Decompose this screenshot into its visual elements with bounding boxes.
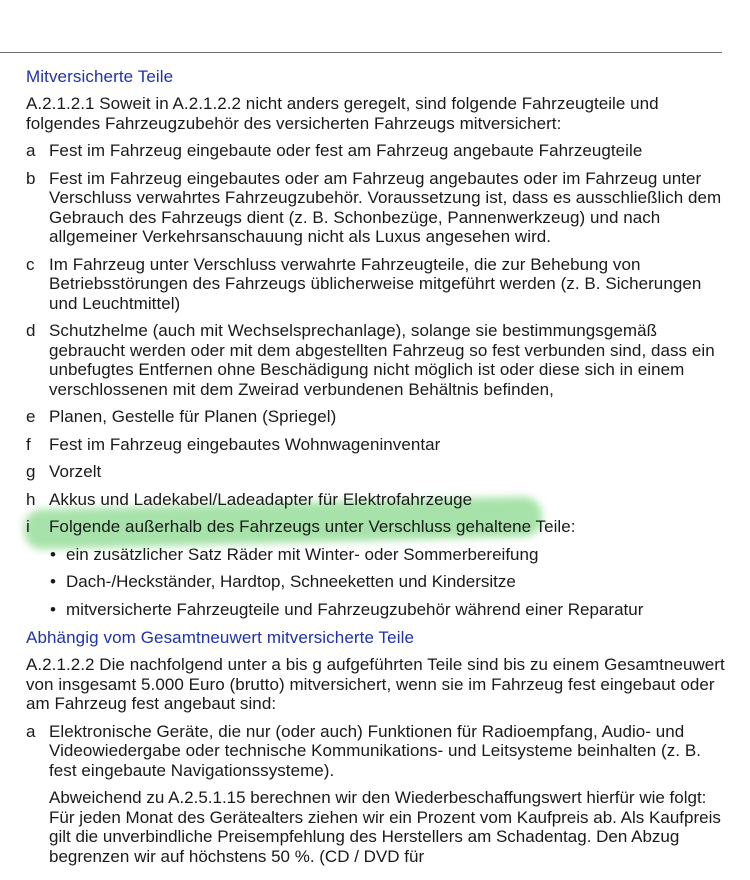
- list-item-text: Schutzhelme (auch mit Wechselsprechanlage), solange sie bestimmungsgemäß gebraucht werden oder mit dem abgestellten Fahrzeug so fest verbunden sind, dass ein unbefugtes Entfernen ohne Beschädigung nicht möglich ist oder diese sich in einem verschlossenen mit dem Zweirad verbundenen Behältnis befinden,: [49, 321, 715, 399]
- list-letter: e: [26, 407, 36, 426]
- list-item-a-subparagraph: Abweichend zu A.2.5.1.15 berechnen wir den Wiederbeschaffungswert hierfür wie folgt: Für jeden Monat des Gerätealters ziehen wir ein Prozent vom Kaufpreis ab. Als Kaufpreis gilt die unverbindliche Preisempfehlung des Herstellers am Schadentag. Den Abzug begrenzen wir auf höchstens 50 %. (CD / DVD für: [49, 788, 721, 866]
- list-letter: d: [26, 321, 36, 340]
- section-heading-mitversicherte-teile: Mitversicherte Teile: [26, 67, 174, 86]
- bullet-dot-icon: •: [50, 599, 56, 619]
- bullet-dot-icon: •: [50, 572, 56, 591]
- list-item-text: Fest im Fahrzeug eingebautes Wohnwageninventar: [49, 434, 441, 454]
- list-item-text-highlighted: Akkus und Ladekabel/Ladeadapter für Elektrofahrzeuge: [49, 489, 473, 509]
- bullet-text: ein zusätzlicher Satz Räder mit Winter- oder Sommerbereifung: [66, 544, 539, 564]
- bullet-item: [26, 545, 726, 565]
- list-item-a: [26, 141, 726, 161]
- bullet-item: [26, 600, 726, 620]
- top-divider: [0, 52, 722, 53]
- list-item-b: [26, 169, 726, 247]
- list-letter: b: [26, 168, 36, 188]
- list-letter: h: [26, 489, 36, 509]
- list-letter: c: [26, 254, 35, 274]
- list-item-g: [26, 462, 726, 482]
- bullet-text: mitversicherte Fahrzeugteile und Fahrzeugzubehör während einer Reparatur: [66, 599, 644, 619]
- list-item-text: Folgende außerhalb des Fahrzeugs unter Verschluss gehaltene Teile:: [49, 517, 576, 536]
- list-item-i: [26, 517, 726, 537]
- list-letter: f: [26, 434, 31, 454]
- section-heading-gesamtneuwert: Abhängig vom Gesamtneuwert mitversicherte Teile: [26, 628, 415, 647]
- list-item-text: Planen, Gestelle für Planen (Spriegel): [49, 407, 337, 426]
- list-item-h: [26, 490, 726, 510]
- list-item-a-section2: [26, 722, 726, 781]
- section2-intro: A.2.1.2.2 Die nachfolgend unter a bis g aufgeführten Teile sind bis zu einem Gesamtneuwert von insgesamt 5.000 Euro (brutto) mitversichert, wenn sie im Fahrzeug fest eingebaut oder am Fahrzeug fest angebaut sind:: [26, 655, 725, 713]
- list-letter: a: [26, 721, 36, 741]
- list-item-e: [26, 407, 726, 427]
- bullet-list: [26, 545, 726, 620]
- list-item-f: [26, 435, 726, 455]
- document-content: [26, 66, 726, 866]
- list-item-text: Vorzelt: [49, 462, 102, 481]
- list-item-d: [26, 321, 726, 399]
- section1-intro: A.2.1.2.1 Soweit in A.2.1.2.2 nicht anders geregelt, sind folgende Fahrzeugteile und folgendes Fahrzeugzubehör des versicherten Fahrzeugs mitversichert:: [26, 94, 659, 133]
- list-letter: a: [26, 141, 36, 160]
- bullet-text: Dach-/Heckständer, Hardtop, Schneeketten und Kindersitze: [66, 572, 516, 591]
- list-item-text: Elektronische Geräte, die nur (oder auch) Funktionen für Radioempfang, Audio- und Videowiedergabe oder technische Kommunikations- und Leitsysteme beinhalten (z. B. fest eingebaute Navigationssysteme).: [49, 721, 701, 780]
- list-item-text: Fest im Fahrzeug eingebaute oder fest am Fahrzeug angebaute Fahrzeugteile: [49, 141, 643, 160]
- list-item-text: Fest im Fahrzeug eingebautes oder am Fahrzeug angebautes oder im Fahrzeug unter Verschluss verwahrtes Fahrzeugzubehör. Voraussetzung ist, dass es ausschließlich dem Gebrauch des Fahrzeugs dient (z. B. Schonbezüge, Pannenwerkzeug) und nach allgemeiner Verkehrsanschauung nicht als Luxus angesehen wird.: [49, 168, 722, 246]
- list-letter: i: [26, 517, 30, 536]
- list-item-text: Im Fahrzeug unter Verschluss verwahrte Fahrzeugteile, die zur Behebung von Betriebsstörungen des Fahrzeugs üblicherweise mitgeführt werden (z. B. Sicherungen und Leuchtmittel): [49, 254, 702, 313]
- bullet-item: [26, 572, 726, 592]
- list-item-c: [26, 255, 726, 314]
- list-letter: g: [26, 462, 36, 481]
- bullet-dot-icon: •: [50, 544, 56, 564]
